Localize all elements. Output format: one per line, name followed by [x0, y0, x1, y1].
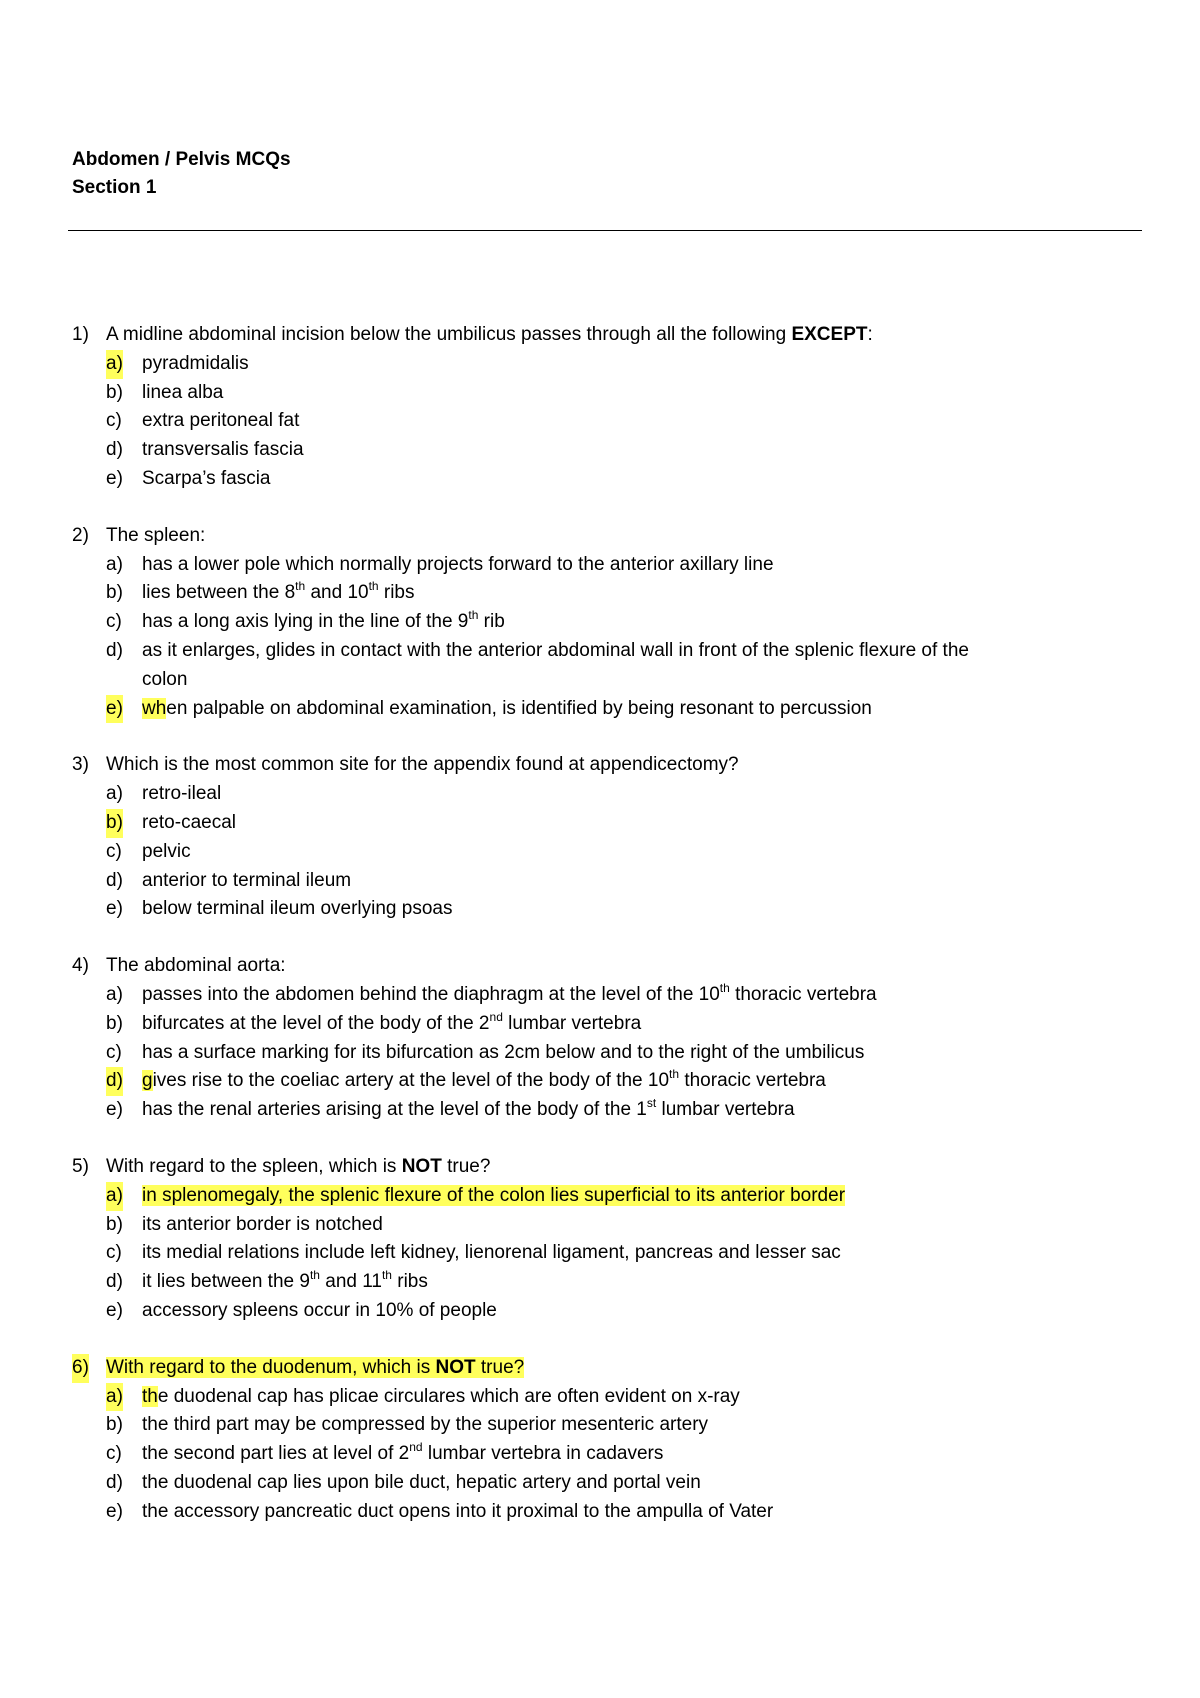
answer-option: [72, 637, 1142, 666]
option-text-part: colon: [142, 668, 188, 690]
ordinal-suffix: th: [368, 579, 379, 594]
option-text: [142, 1268, 428, 1293]
option-letter: e): [106, 898, 123, 920]
question-text-suffix: :: [867, 324, 873, 345]
question-text: [106, 525, 205, 546]
question-text-part: Which is the most common site for the appendix found at appendicectomy?: [106, 754, 739, 776]
option-letter: b): [106, 1414, 123, 1436]
option-text-part: the third part may be compressed by the superior mesenteric artery: [142, 1414, 709, 1436]
ordinal-suffix: th: [719, 980, 730, 995]
option-text: [142, 841, 191, 862]
question-text-part: With regard to the duodenum, which is: [106, 1356, 436, 1378]
option-letter: c): [106, 1443, 122, 1465]
ordinal-suffix: th: [468, 608, 479, 623]
answer-option: [72, 981, 1142, 1010]
ordinal-suffix: nd: [489, 1009, 503, 1024]
option-text: [142, 1501, 773, 1522]
option-text: [142, 1440, 664, 1465]
question-emphasis: NOT: [401, 1155, 442, 1177]
option-text-part: has a lower pole which normally projects forward to the anterior axillary line: [142, 553, 774, 575]
answer-option: [72, 867, 1142, 896]
answer-option: [72, 1498, 1142, 1527]
answer-option: [72, 465, 1142, 494]
option-letter: e): [106, 1500, 123, 1522]
question-number: 1): [72, 324, 89, 345]
question-stem: [72, 751, 1142, 780]
option-text-part: bifurcates at the level of the body of the 2: [142, 1012, 490, 1034]
option-text-highlight: g: [142, 1070, 153, 1092]
option-letter: c): [106, 1041, 122, 1063]
option-letter: a): [106, 553, 123, 575]
option-text-part: and 10: [305, 582, 369, 604]
option-text-part: en palpable on abdominal examination, is identified by being resonant to percussion: [166, 697, 872, 719]
option-text: [142, 812, 236, 833]
question-stem: [72, 1354, 1142, 1383]
option-text-part: pyradmidalis: [142, 352, 249, 374]
option-text-part: lumbar vertebra: [656, 1099, 795, 1121]
option-text: [142, 579, 415, 604]
option-text-part: has a long axis lying in the line of the 9: [142, 611, 469, 633]
option-text-part: ives rise to the coeliac artery at the level of the body of the 10: [152, 1070, 670, 1092]
option-letter: e): [106, 695, 123, 724]
question-text: [106, 1357, 524, 1378]
answer-option: [72, 1469, 1142, 1498]
answer-option: [72, 1039, 1142, 1068]
answer-option: [72, 838, 1142, 867]
answer-option: [72, 1211, 1142, 1240]
option-text-part: retro-ileal: [142, 783, 222, 805]
question-text-part: The spleen:: [106, 524, 206, 546]
option-text-highlight: wh: [142, 697, 167, 719]
question-text-part: A midline abdominal incision below the umbilicus passes through all the following: [106, 324, 792, 345]
answer-option: [72, 1067, 1142, 1096]
option-letter: c): [106, 611, 122, 633]
option-text-part: e duodenal cap has plicae circulares which are often evident on x-ray: [157, 1385, 740, 1407]
answer-option: [72, 1383, 1142, 1412]
answer-option: [72, 1297, 1142, 1326]
option-text-part: thoracic vertebra: [729, 983, 877, 1005]
option-letter: b): [106, 1012, 123, 1034]
option-text-part: its anterior border is notched: [142, 1213, 383, 1235]
option-letter: b): [106, 381, 123, 403]
option-text: [142, 1042, 864, 1063]
option-text-part: pelvic: [142, 840, 191, 862]
option-text-part: lumbar vertebra in cadavers: [422, 1443, 664, 1465]
option-text-part: it lies between the 9: [142, 1271, 310, 1293]
option-text-part: lies between the 8: [142, 582, 296, 604]
question-text: [106, 324, 873, 345]
question-stem: [72, 952, 1142, 981]
question-text: [106, 955, 286, 976]
answer-option: [72, 1239, 1142, 1268]
question-text-suffix: true?: [475, 1356, 525, 1378]
option-text-part: extra peritoneal fat: [142, 410, 300, 432]
question-text: [106, 754, 739, 775]
option-text-part: ribs: [391, 1271, 428, 1293]
option-text: [142, 353, 249, 374]
option-text-part: accessory spleens occur in 10% of people: [142, 1299, 497, 1321]
option-text: [142, 1067, 826, 1092]
answer-option: [72, 809, 1142, 838]
option-text-part: has the renal arteries arising at the level of the body of the 1: [142, 1099, 647, 1121]
option-text-part: reto-caecal: [142, 811, 236, 833]
answer-option: [72, 1010, 1142, 1039]
option-text-part: below terminal ileum overlying psoas: [142, 898, 453, 920]
ordinal-suffix: th: [669, 1067, 680, 1082]
option-letter: d): [106, 1271, 123, 1293]
option-text-part: in splenomegaly, the splenic flexure of the colon lies superficial to its anterior border: [142, 1184, 846, 1206]
question-number: 4): [72, 955, 89, 977]
option-text: [142, 1096, 795, 1121]
option-letter: a): [106, 983, 123, 1005]
option-text: [142, 554, 774, 575]
answer-option: [72, 780, 1142, 809]
question-6: [72, 1354, 1142, 1527]
option-text: [142, 1300, 497, 1321]
option-text: [142, 1472, 701, 1493]
option-text: [142, 1386, 740, 1407]
question-text-part: With regard to the spleen, which is: [106, 1155, 402, 1177]
question-list: [72, 321, 1142, 1554]
option-letter: e): [106, 1099, 123, 1121]
option-text-part: ribs: [378, 582, 415, 604]
option-text-part: and 11: [319, 1271, 382, 1293]
answer-option: [72, 379, 1142, 408]
question-4: [72, 952, 1142, 1125]
question-5: [72, 1153, 1142, 1326]
question-number: 5): [72, 1155, 89, 1177]
ordinal-suffix: th: [381, 1268, 392, 1283]
option-letter: d): [106, 1471, 123, 1493]
option-text-part: the duodenal cap lies upon bile duct, hepatic artery and portal vein: [142, 1471, 701, 1493]
option-letter: b): [106, 582, 123, 604]
question-emphasis: NOT: [435, 1356, 476, 1378]
option-letter: a): [106, 1383, 123, 1412]
answer-option: [72, 350, 1142, 379]
answer-option: [72, 407, 1142, 436]
question-1: [72, 321, 1142, 494]
question-text-suffix: true?: [441, 1155, 491, 1177]
option-letter: d): [106, 639, 123, 661]
option-letter: c): [106, 1242, 122, 1264]
question-number: 3): [72, 754, 89, 776]
question-text-part: The abdominal aorta:: [106, 955, 286, 977]
option-text: [142, 870, 351, 891]
option-text-part: linea alba: [142, 381, 224, 403]
document-title: Abdomen / Pelvis MCQs: [72, 149, 291, 170]
ordinal-suffix: nd: [409, 1440, 423, 1455]
option-text: [142, 608, 505, 633]
option-text-part: thoracic vertebra: [679, 1070, 826, 1092]
question-text: [106, 1156, 490, 1177]
answer-option: [72, 1096, 1142, 1125]
option-text-part: Scarpa’s fascia: [142, 467, 271, 489]
option-text: [142, 468, 271, 489]
option-text-part: the accessory pancreatic duct opens into it proximal to the ampulla of Vater: [142, 1500, 774, 1522]
answer-option: [72, 579, 1142, 608]
question-stem: [72, 1153, 1142, 1182]
option-letter: a): [106, 350, 123, 379]
option-text-highlight: th: [142, 1385, 158, 1407]
option-text-part: has a surface marking for its bifurcation as 2cm below and to the right of the umbilicus: [142, 1041, 865, 1063]
option-text-part: the second part lies at level of 2: [142, 1443, 410, 1465]
ordinal-suffix: th: [309, 1268, 320, 1283]
option-text-part: anterior to terminal ileum: [142, 869, 352, 891]
answer-option: [72, 695, 1142, 724]
question-emphasis: EXCEPT: [791, 324, 868, 345]
option-text: [142, 1214, 383, 1235]
answer-option: [72, 551, 1142, 580]
option-text: [142, 1414, 708, 1435]
answer-option: [72, 1182, 1142, 1211]
option-letter: a): [106, 1182, 123, 1211]
option-text-part: rib: [478, 611, 505, 633]
option-text-part: transversalis fascia: [142, 439, 304, 461]
question-3: [72, 751, 1142, 924]
answer-option: [72, 895, 1142, 924]
answer-option: [72, 1268, 1142, 1297]
option-letter: b): [106, 809, 123, 838]
option-letter: b): [106, 1213, 123, 1235]
ordinal-suffix: st: [646, 1096, 657, 1111]
answer-option: [72, 436, 1142, 465]
question-stem: [72, 522, 1142, 551]
answer-option: [72, 1440, 1142, 1469]
option-text: [142, 698, 872, 719]
section-heading: Section 1: [72, 177, 157, 198]
option-text: [142, 439, 304, 460]
question-stem: [72, 321, 1142, 350]
option-text: [142, 783, 221, 804]
option-letter: d): [106, 869, 123, 891]
horizontal-rule: [68, 230, 1142, 231]
option-letter: e): [106, 1299, 123, 1321]
option-text: [142, 382, 223, 403]
option-text-part: passes into the abdomen behind the diaphragm at the level of the 10: [142, 983, 720, 1005]
ordinal-suffix: th: [295, 579, 306, 594]
option-letter: e): [106, 467, 123, 489]
option-text-part: as it enlarges, glides in contact with the anterior abdominal wall in front of the splenic flexure of the: [142, 639, 969, 661]
question-number: 6): [72, 1354, 89, 1383]
option-letter: d): [106, 1067, 123, 1096]
answer-option: [72, 1411, 1142, 1440]
option-text: [142, 640, 969, 661]
option-text: [142, 1242, 841, 1263]
option-text-part: its medial relations include left kidney, lienorenal ligament, pancreas and lesser sac: [142, 1242, 841, 1264]
answer-option: [72, 608, 1142, 637]
option-letter: c): [106, 410, 122, 432]
option-letter: c): [106, 840, 122, 862]
option-text: [142, 980, 877, 1005]
option-text: [142, 1009, 642, 1034]
option-letter: a): [106, 783, 123, 805]
option-text-part: lumbar vertebra: [502, 1012, 642, 1034]
option-text-continuation: [72, 666, 1142, 695]
option-text: [142, 410, 299, 431]
question-2: [72, 522, 1142, 724]
option-letter: d): [106, 439, 123, 461]
option-text: [142, 1185, 845, 1206]
question-number: 2): [72, 524, 89, 546]
option-text: [142, 898, 452, 919]
